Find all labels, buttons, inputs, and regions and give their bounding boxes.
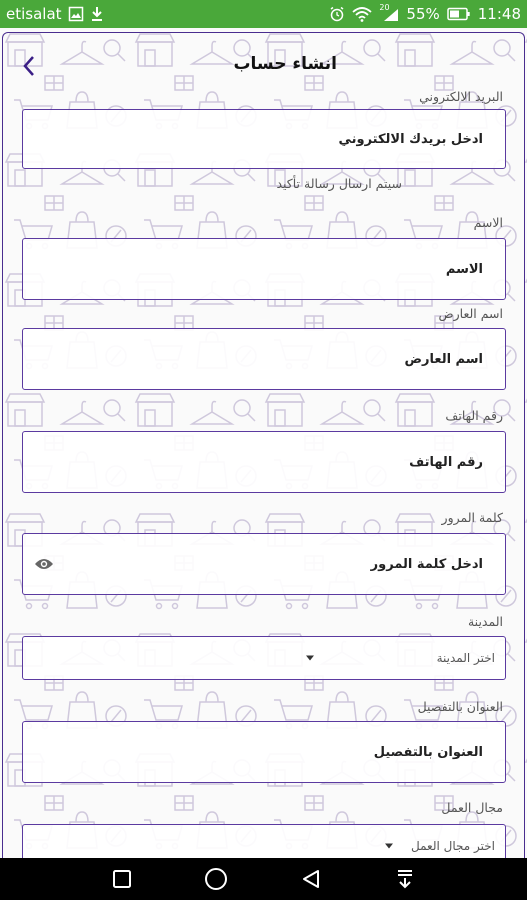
notification-pull-icon	[395, 868, 415, 890]
status-bar-left	[0, 5, 104, 23]
image-icon	[68, 6, 84, 22]
clock: 11:48	[477, 5, 521, 23]
eye-icon[interactable]	[33, 556, 55, 572]
exhibitor-name-field[interactable]	[22, 328, 506, 390]
battery-icon	[447, 7, 471, 21]
system-back-button[interactable]	[297, 866, 325, 892]
password-placeholder: ادخل كلمة المرور	[370, 556, 483, 572]
phone-label: رقم الهاتف	[445, 408, 503, 423]
phone-placeholder: رقم الهاتف	[409, 454, 483, 470]
phone-field[interactable]	[22, 431, 506, 493]
carrier-name: etisalat	[6, 5, 62, 23]
status-bar	[0, 0, 527, 28]
exhibitor-name-label: اسم العارض	[438, 306, 503, 321]
home-button[interactable]	[202, 866, 230, 892]
address-label: العنوان بالتفصيل	[417, 699, 503, 714]
chevron-left-icon	[22, 55, 36, 77]
address-field[interactable]	[22, 721, 506, 783]
navigation-bar	[0, 858, 527, 900]
back-icon	[300, 868, 322, 890]
city-select[interactable]	[22, 636, 506, 680]
work-field-selected-value: اختر مجال العمل	[411, 839, 495, 853]
recent-apps-button[interactable]	[108, 866, 136, 892]
signal-label: 20	[379, 3, 390, 12]
email-hint: سيتم ارسال رسالة تأكيد	[276, 176, 402, 191]
signal-icon	[379, 3, 399, 22]
email-placeholder: ادخل بريدك الالكتروني	[338, 131, 483, 147]
battery-percent: 55%	[406, 5, 440, 23]
home-icon	[204, 867, 228, 891]
chevron-down-icon	[306, 656, 314, 661]
wifi-icon	[352, 6, 372, 22]
back-button[interactable]	[14, 50, 44, 82]
name-label: الاسم	[473, 215, 503, 230]
name-field[interactable]	[22, 238, 506, 300]
exhibitor-name-placeholder: اسم العارض	[404, 351, 483, 367]
work-field-select[interactable]	[22, 824, 506, 858]
email-label: البريد الالكتروني	[419, 89, 503, 104]
notification-pull-button[interactable]	[391, 866, 419, 892]
download-icon	[90, 6, 104, 22]
city-selected-value: اختر المدينة	[436, 651, 495, 665]
header-bar	[0, 48, 527, 84]
recent-apps-icon	[112, 869, 132, 889]
page-title: انشاء حساب	[233, 54, 337, 74]
alarm-icon	[329, 6, 345, 22]
password-field[interactable]	[22, 533, 506, 595]
password-label: كلمة المرور	[441, 510, 503, 525]
chevron-down-icon	[385, 844, 393, 849]
city-label: المدينة	[467, 614, 503, 629]
status-bar-right	[329, 0, 521, 28]
content-area[interactable]	[0, 28, 527, 858]
address-placeholder: العنوان بالتفصيل	[373, 744, 483, 760]
work-field-label: مجال العمل	[441, 800, 503, 815]
name-placeholder: الاسم	[445, 261, 483, 277]
email-field[interactable]	[22, 109, 506, 169]
